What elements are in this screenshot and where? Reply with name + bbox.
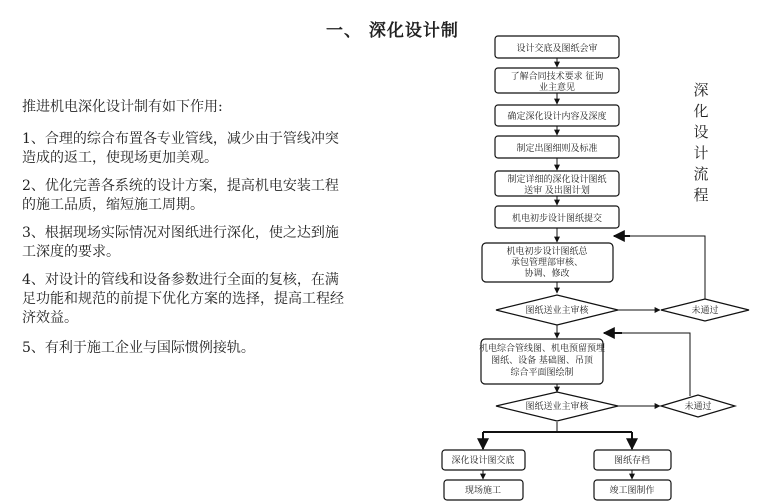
side-char: 流 xyxy=(693,165,709,183)
side-char: 计 xyxy=(693,144,709,162)
point-line: 足功能和规范的前提下优化方案的选择，提高工程经 xyxy=(22,291,344,307)
side-char: 程 xyxy=(693,186,709,204)
point-line: 3、根据现场实际情况对图纸进行深化，使之达到施 xyxy=(22,225,339,241)
step-text: 承包管理部审核、 xyxy=(510,258,584,268)
step-text: 设计交底及图纸会审 xyxy=(516,44,598,54)
point-line: 工深度的要求。 xyxy=(22,244,120,260)
reject-text: 未通过 xyxy=(684,402,712,412)
point-line: 4、对设计的管线和设备参数进行全面的复核，在满 xyxy=(22,272,339,288)
step-text: 业主意见 xyxy=(538,83,576,93)
side-char: 化 xyxy=(693,102,709,120)
step-text: 图纸、设备 基础图、吊顶 xyxy=(491,356,593,366)
step-text: 确定深化设计内容及深度 xyxy=(507,112,607,122)
intro-text: 推进机电深化设计制有如下作用: xyxy=(22,99,223,115)
point-line: 济效益。 xyxy=(22,310,78,326)
reject-text: 未通过 xyxy=(691,306,719,316)
step-text: 协调、修改 xyxy=(524,269,570,279)
decision-text: 图纸送业主审核 xyxy=(525,402,589,412)
page-title: 一、 深化设计制 xyxy=(326,21,459,41)
step-text: 机电初步设计图纸提交 xyxy=(511,214,603,224)
step-text: 机电综合管线图、机电预留预埋 xyxy=(478,344,606,354)
point-line: 5、有利于施工企业与国际惯例接轨。 xyxy=(22,340,255,356)
step-text: 综合平面图绘制 xyxy=(510,368,574,378)
step-text: 深化设计图交底 xyxy=(451,456,515,466)
step-text: 竣工图制作 xyxy=(609,486,655,496)
step-text: 送审 及出图计划 xyxy=(524,186,590,196)
step-text: 制定详细的深化设计图纸 xyxy=(507,175,607,185)
step-text: 了解合同技术要求 征询 xyxy=(510,72,604,82)
decision-text: 图纸送业主审核 xyxy=(525,306,589,316)
point-line: 的施工品质，缩短施工周期。 xyxy=(22,197,204,213)
point-line: 2、优化完善各系统的设计方案，提高机电安装工程 xyxy=(22,178,339,194)
step-text: 现场施工 xyxy=(464,486,502,496)
step-text: 制定出图细则及标准 xyxy=(516,144,598,154)
side-char: 深 xyxy=(693,81,709,99)
point-line: 1、合理的综合布置各专业管线，减少由于管线冲突 xyxy=(22,131,339,147)
side-char: 设 xyxy=(693,123,709,141)
step-text: 机电初步设计图纸总 xyxy=(506,247,588,257)
point-line: 造成的返工，使现场更加美观。 xyxy=(22,150,218,166)
step-text: 图纸存档 xyxy=(613,456,651,466)
